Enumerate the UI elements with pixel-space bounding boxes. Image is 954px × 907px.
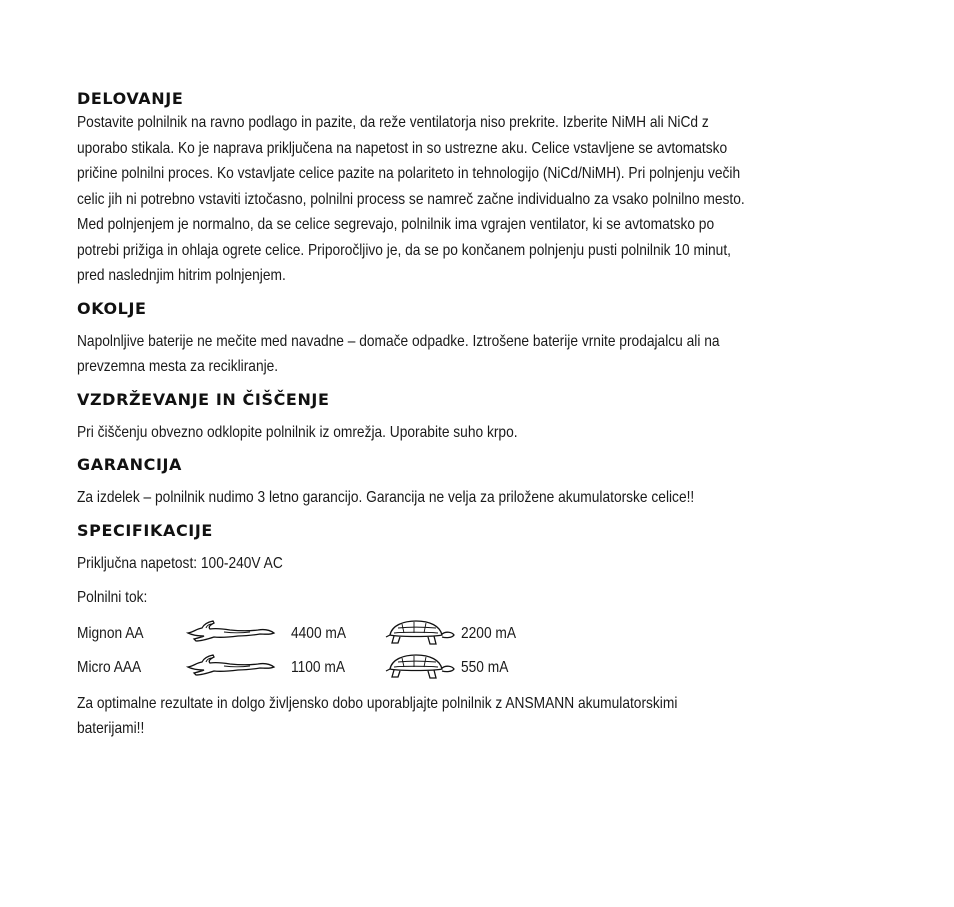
section-heading-garancija: GARANCIJA (77, 455, 183, 474)
spec-row-micro (77, 651, 877, 685)
slow-current: 550 mA (461, 658, 509, 676)
spec-row-mignon (77, 617, 877, 651)
text-line: uporabo stikala. Ko je naprava priključena na napetost in so ustrezne aku. Celice vstavljene se avtomatsko (77, 139, 728, 157)
turtle-icon (384, 617, 456, 649)
text-line: potrebi prižiga in ohlaja ogrete celice. Priporočljivo je, da se po končanem polnjenju pusti polnilnik 10 minut, (77, 241, 731, 259)
text-line: Med polnjenjem je normalno, da se celice segrevajo, polnilnik ima vgrajen ventilator, ki se avtomatsko po (77, 216, 715, 233)
text-line: Postavite polnilnik na ravno podlago in pazite, da reže ventilatorja niso prekrite. Izberite NiMH ali NiCd z (77, 114, 709, 131)
text-line: Napolnljive baterije ne mečite med navadne – domače odpadke. Iztrošene baterije vrnite prodajalcu ali na (77, 332, 720, 350)
turtle-icon (384, 651, 456, 683)
fast-current: 4400 mA (291, 624, 347, 642)
battery-type-label: Mignon AA (77, 624, 144, 642)
section-heading-okolje: OKOLJE (77, 298, 147, 318)
section-heading-delovanje: DELOVANJE (77, 89, 184, 108)
section-heading-vzdrzevanje: VZDRŽEVANJE IN ČIŠČENJE (77, 389, 330, 409)
slow-current: 2200 mA (461, 624, 517, 642)
okolje-text (77, 329, 877, 380)
manual-page (77, 88, 877, 742)
text-line: pričine polnilni proces. Ko vstavljate celice pazite na polariteto in tehnologijo (NiCd/NiMH). Pri polnjenju večih (77, 165, 741, 182)
section-heading-specifikacije: SPECIFIKACIJE (77, 520, 213, 540)
closing-text (77, 691, 877, 742)
rabbit-icon (184, 653, 276, 679)
rabbit-icon (184, 619, 276, 645)
current-label: Polnilni tok: (77, 589, 148, 606)
text-line: pred naslednjim hitrim polnjenjem. (77, 267, 286, 284)
text-line: Za optimalne rezultate in dolgo življensko dobo uporabljajte polnilnik z ANSMANN akumulatorskimi (77, 694, 678, 712)
delovanje-text (77, 110, 877, 289)
text-line: celic jih ni potrebno vstaviti iztočasno, polnilni process se namreč začne individualno za vsako polnilno mesto. (77, 190, 745, 208)
text-line: baterijami!! (77, 720, 145, 737)
vzdrzevanje-text (77, 420, 877, 446)
voltage-spec: Priključna napetost: 100-240V AC (77, 554, 283, 572)
garancija-text (77, 485, 877, 511)
text-line: prevzemna mesta za recikliranje. (77, 358, 279, 375)
fast-current: 1100 mA (291, 658, 346, 676)
text-line: Za izdelek – polnilnik nudimo 3 letno garancijo. Garancija ne velja za priložene akumulatorske celice!! (77, 489, 695, 506)
battery-type-label: Micro AAA (77, 658, 142, 676)
text-line: Pri čiščenju obvezno odklopite polnilnik iz omrežja. Uporabite suho krpo. (77, 423, 518, 441)
